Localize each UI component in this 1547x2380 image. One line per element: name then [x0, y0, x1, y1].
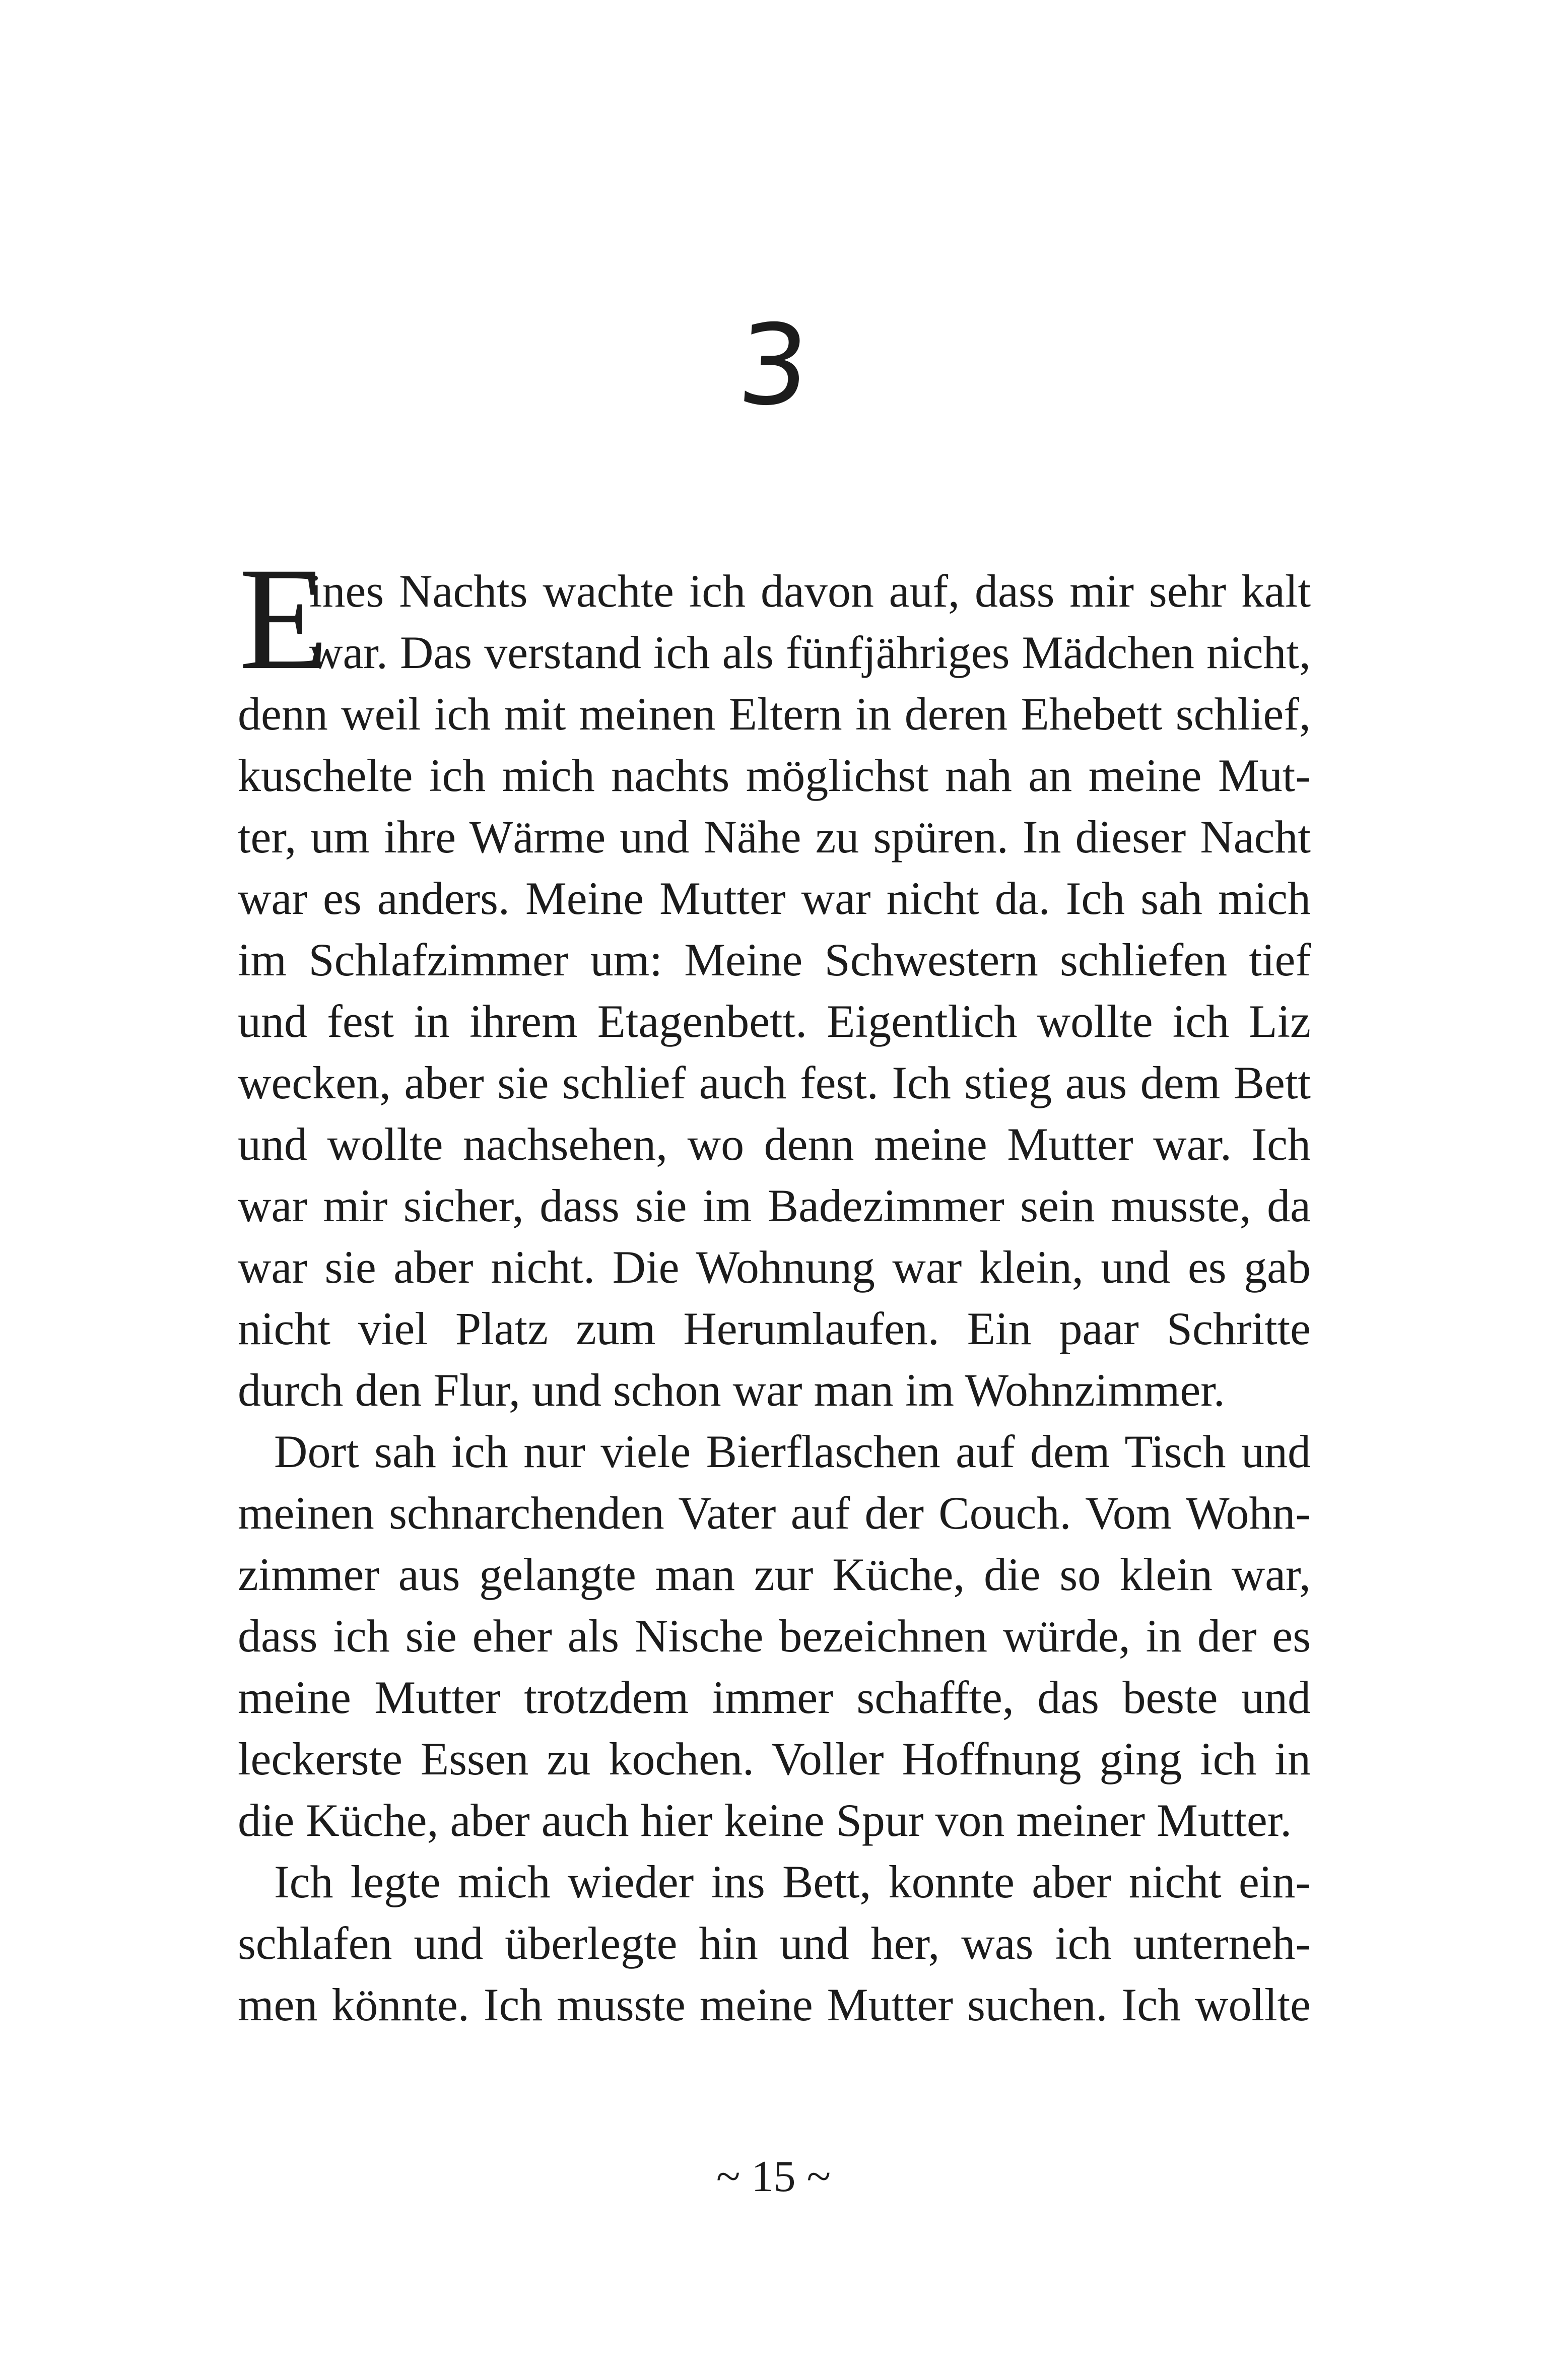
text-line: die Küche, aber auch hier keine Spur von meiner Mutter. — [238, 1795, 1292, 1846]
text-line: und fest in ihrem Etagenbett. Eigentlich wollte ich Liz — [238, 996, 1311, 1047]
text-line: durch den Flur, und schon war man im Wohnzimmer. — [238, 1364, 1225, 1416]
text-line: ter, um ihre Wärme und Nähe zu spüren. In dieser Nacht — [238, 811, 1311, 863]
text-line: war es anders. Meine Mutter war nicht da. Ich sah mich — [238, 873, 1311, 924]
text-line: zimmer aus gelangte man zur Küche, die so klein war, — [238, 1549, 1311, 1600]
text-line: Dort sah ich nur viele Bierflaschen auf dem Tisch und — [274, 1426, 1311, 1477]
text-line: kuschelte ich mich nachts möglichst nah an meine Mut- — [238, 750, 1311, 801]
text-line: wecken, aber sie schlief auch fest. Ich stieg aus dem Bett — [238, 1057, 1311, 1108]
text-line: leckerste Essen zu kochen. Voller Hoffnung ging ich in — [238, 1733, 1311, 1784]
text-line: meinen schnarchenden Vater auf der Couch. Vom Wohn- — [238, 1487, 1311, 1539]
chapter-body-text — [238, 538, 1311, 2035]
text-line: meine Mutter trotzdem immer schaffte, das beste und — [238, 1672, 1311, 1723]
text-line: war mir sicher, dass sie im Badezimmer sein musste, da — [238, 1180, 1311, 1231]
text-line: war. Das verstand ich als fünfjähriges Mädchen nicht, — [309, 627, 1311, 678]
drop-cap-letter: E — [239, 538, 329, 700]
text-line: denn weil ich mit meinen Eltern in deren Ehebett schlief, — [238, 688, 1311, 740]
text-line: dass ich sie eher als Nische bezeichnen würde, in der es — [238, 1610, 1311, 1662]
text-line: nicht viel Platz zum Herumlaufen. Ein paar Schritte — [238, 1303, 1311, 1354]
page-number: ~ 15 ~ — [716, 2152, 831, 2201]
chapter-number: 3 — [733, 301, 814, 430]
text-line: im Schlafzimmer um: Meine Schwestern schliefen tief — [238, 934, 1311, 985]
text-line: Ich legte mich wieder ins Bett, konnte aber nicht ein- — [274, 1856, 1311, 1907]
text-line: ines Nachts wachte ich davon auf, dass mir sehr kalt — [309, 565, 1311, 617]
text-line: und wollte nachsehen, wo denn meine Mutter war. Ich — [238, 1118, 1311, 1170]
text-line: schlafen und überlegte hin und her, was ich unterneh- — [238, 1918, 1311, 1969]
text-line: men könnte. Ich musste meine Mutter suchen. Ich wollte — [238, 1979, 1311, 2030]
text-line: war sie aber nicht. Die Wohnung war klein, und es gab — [238, 1241, 1311, 1293]
